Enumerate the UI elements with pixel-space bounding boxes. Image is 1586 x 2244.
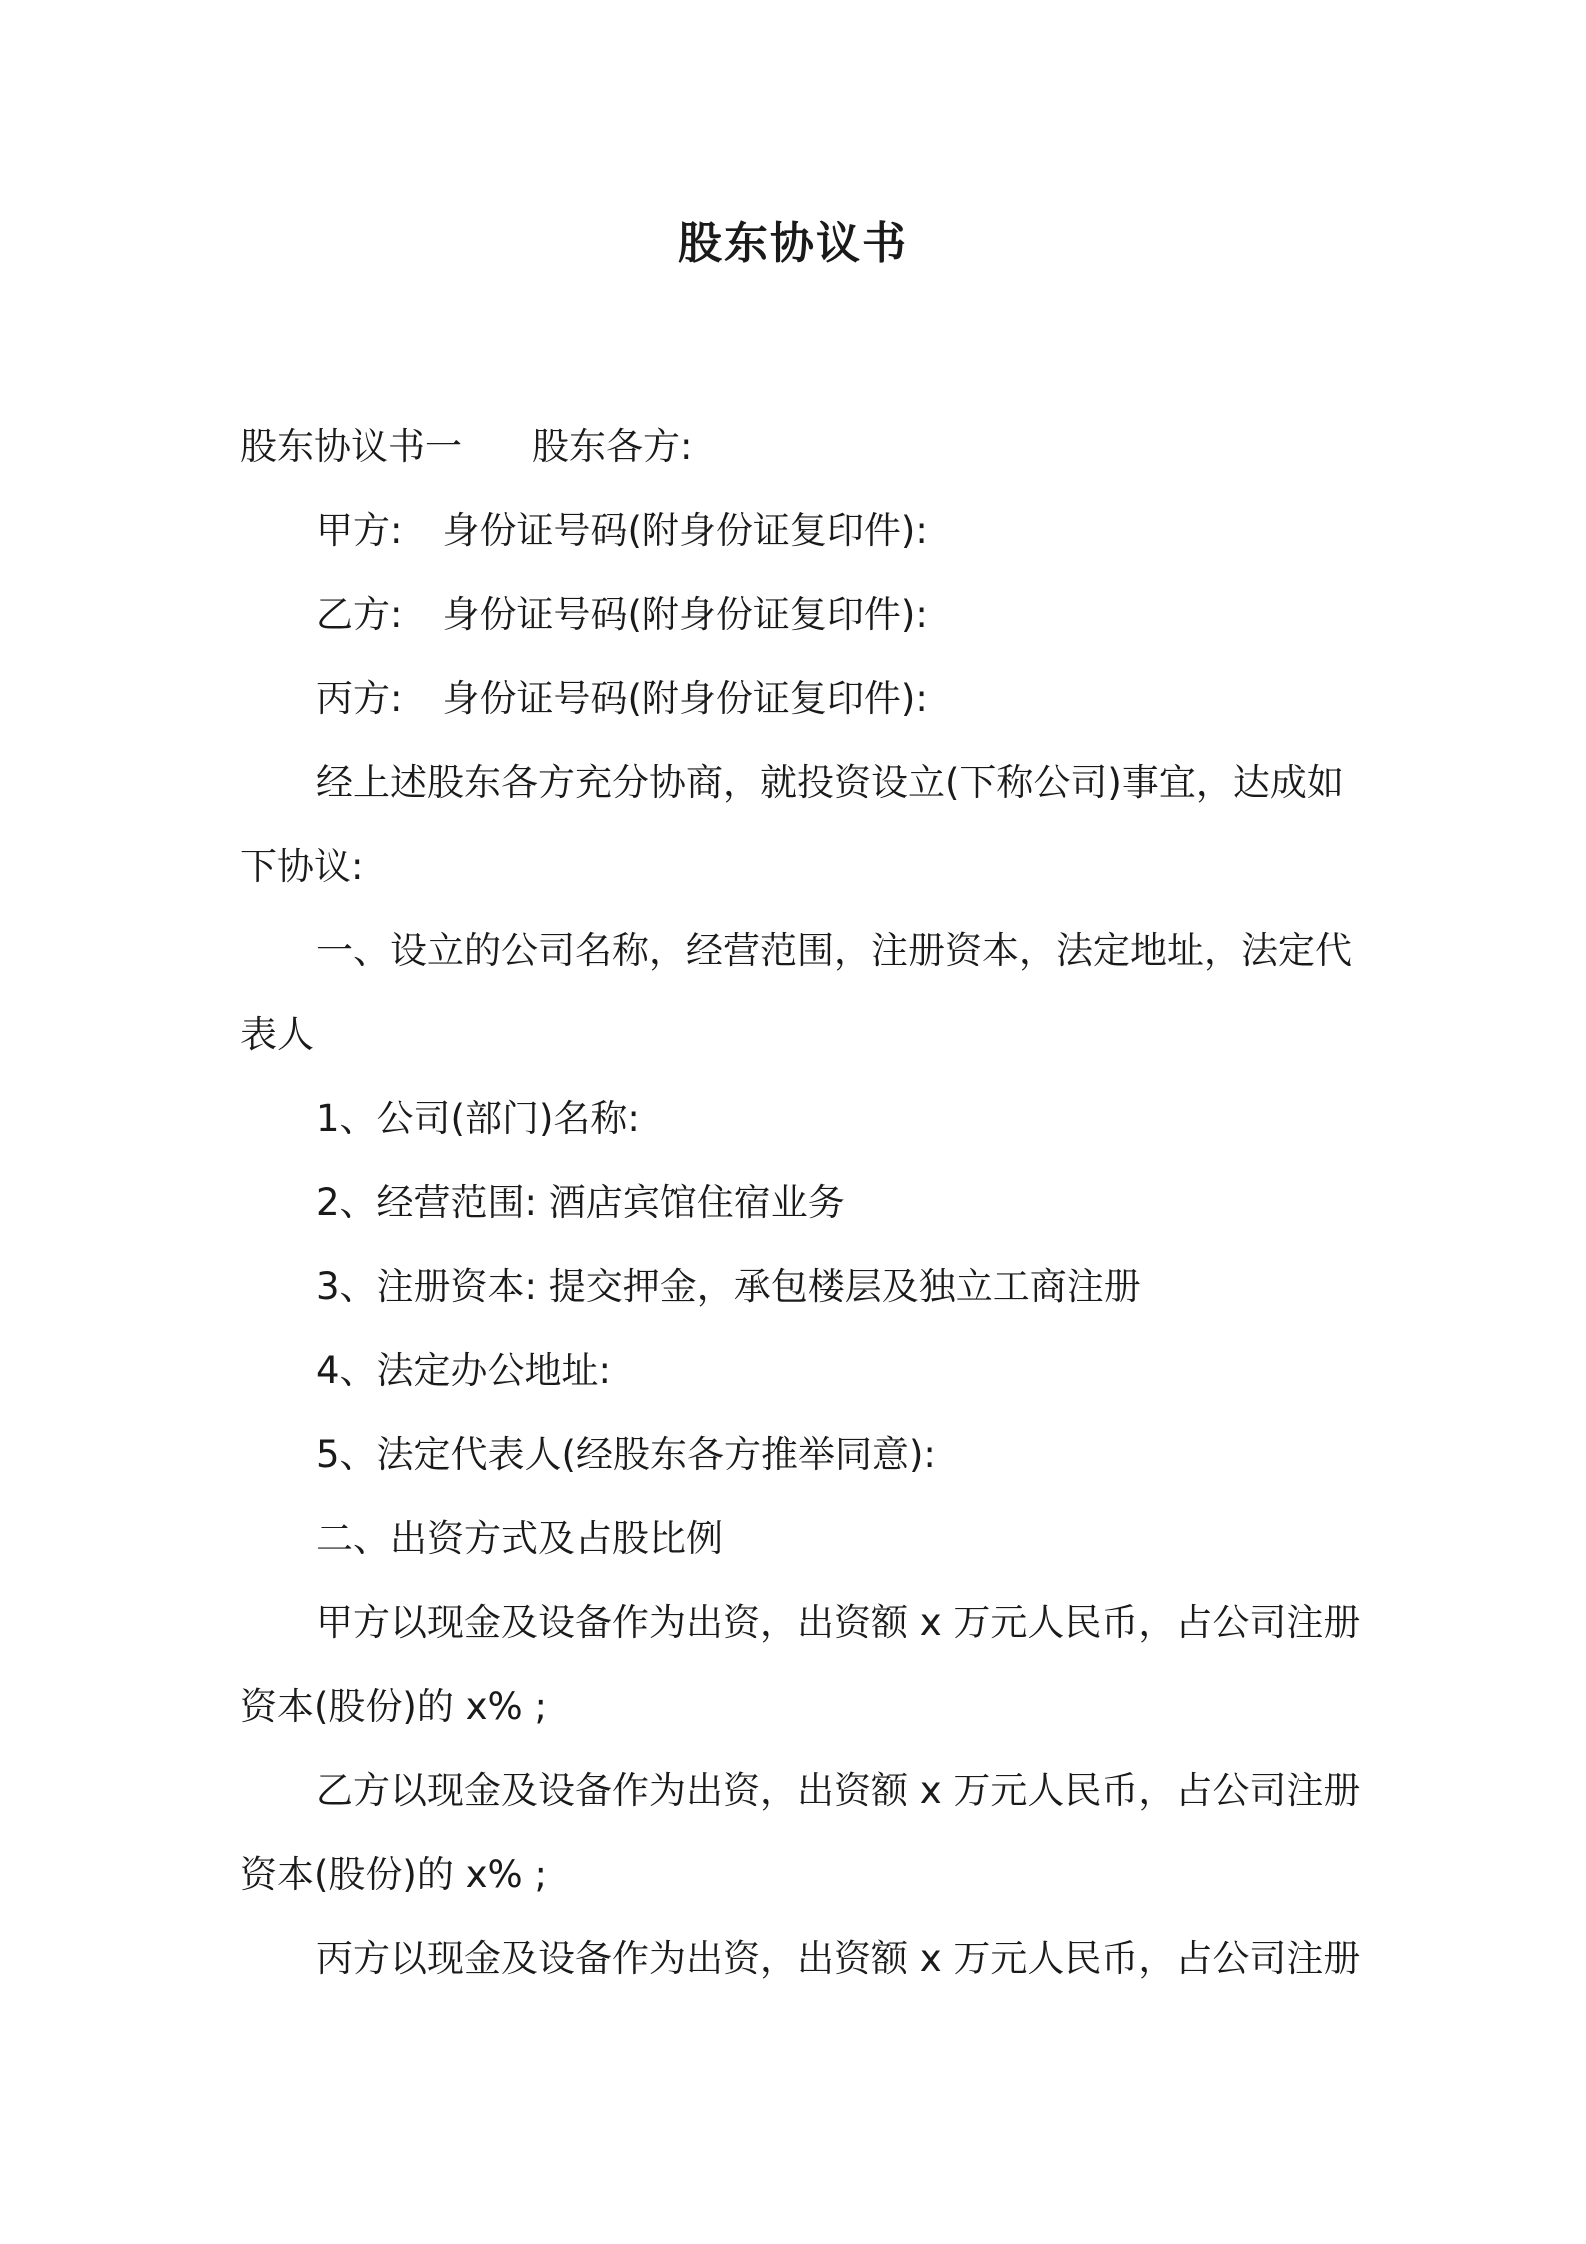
party-label: 乙方: — [316, 593, 403, 636]
intro-line-2: 下协议: — [240, 845, 364, 888]
contribution-line: 乙方以现金及设备作为出资，出资额 x 万元人民币，占公司注册 — [316, 1769, 1361, 1812]
party-line-b — [240, 573, 1360, 657]
section1-item: 4、法定办公地址: — [316, 1349, 612, 1392]
header-line — [240, 405, 1360, 489]
section1-item: 1、公司(部门)名称: — [316, 1097, 640, 1140]
contribution-line: 甲方以现金及设备作为出资，出资额 x 万元人民币，占公司注册 — [316, 1601, 1361, 1644]
section1-item: 2、经营范围: 酒店宾馆住宿业务 — [316, 1181, 845, 1224]
party-text: 身份证号码(附身份证复印件): — [442, 593, 928, 636]
party-line-c — [240, 657, 1360, 741]
contribution-line: 资本(股份)的 x% ; — [240, 1853, 547, 1896]
document-body — [240, 405, 1360, 2001]
section1-heading-line-1: 一、设立的公司名称，经营范围，注册资本，法定地址，法定代 — [316, 929, 1352, 972]
section1-heading-line-2: 表人 — [240, 1013, 314, 1056]
party-line-a — [240, 489, 1360, 573]
section2-heading: 二、出资方式及占股比例 — [316, 1517, 723, 1560]
document-title: 股东协议书 — [678, 218, 908, 269]
header-right: 股东各方: — [532, 425, 693, 468]
contribution-line: 丙方以现金及设备作为出资，出资额 x 万元人民币，占公司注册 — [316, 1937, 1361, 1980]
section1-item: 3、注册资本: 提交押金，承包楼层及独立工商注册 — [316, 1265, 1141, 1308]
contribution-line: 资本(股份)的 x% ; — [240, 1685, 547, 1728]
section1-item: 5、法定代表人(经股东各方推举同意): — [316, 1433, 936, 1476]
party-label: 丙方: — [316, 677, 403, 720]
party-label: 甲方: — [316, 509, 403, 552]
intro-line-1: 经上述股东各方充分协商，就投资设立(下称公司)事宜，达成如 — [316, 761, 1344, 804]
header-left: 股东协议书一 — [240, 425, 462, 468]
party-text: 身份证号码(附身份证复印件): — [442, 509, 928, 552]
party-text: 身份证号码(附身份证复印件): — [442, 677, 928, 720]
